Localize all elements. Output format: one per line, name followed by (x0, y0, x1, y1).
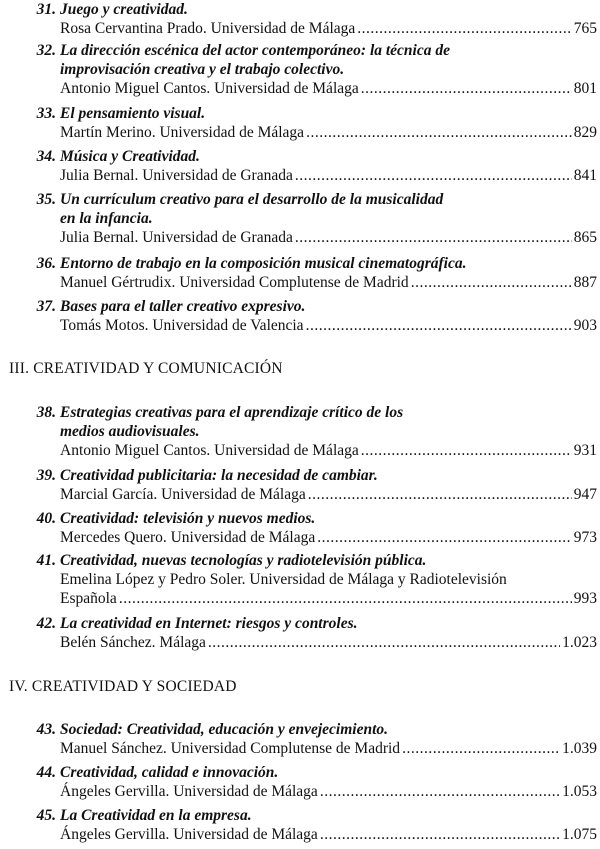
entry-author: Marcial García. Universidad de Málaga (60, 486, 306, 503)
entry-title: Juego y creatividad. (60, 1, 188, 18)
toc-entry-39 (36, 466, 597, 504)
leader-dots (320, 782, 560, 801)
entry-title: Creatividad publicitaria: la necesidad de cambiar. (60, 467, 378, 484)
entry-number: 43. (36, 721, 56, 738)
leader-dots (119, 589, 572, 608)
entry-author: Martín Merino. Universidad de Málaga (60, 124, 305, 141)
leader-dots (317, 528, 572, 547)
entry-page: 903 (573, 317, 597, 334)
leader-dots (357, 19, 571, 38)
toc-entry-45 (36, 806, 597, 844)
entry-author: Julia Bernal. Universidad de Granada (60, 229, 293, 246)
entry-page: 887 (573, 274, 597, 291)
entry-author: Manuel Sánchez. Universidad Complutense de Madrid (60, 740, 401, 757)
entry-page: 1.023 (562, 634, 597, 651)
entry-number: 31. (36, 1, 56, 18)
entry-author: Ángeles Gervilla. Universidad de Málaga (60, 826, 318, 843)
entry-number: 40. (36, 510, 56, 527)
entry-number: 32. (36, 42, 56, 59)
entry-page: 931 (573, 442, 597, 459)
leader-dots (208, 633, 560, 652)
entry-number: 37. (36, 298, 56, 315)
leader-dots (308, 485, 572, 504)
entry-title: Creatividad, calidad e innovación. (60, 764, 279, 781)
leader-dots (361, 79, 572, 98)
entry-title: Creatividad: televisión y nuevos medios. (60, 510, 316, 527)
toc-entry-33 (36, 104, 597, 142)
entry-author-line1: Emelina López y Pedro Soler. Universidad de Málaga y Radiotelevisión (60, 571, 507, 588)
entry-page: 1.039 (562, 740, 597, 757)
entry-author: Ángeles Gervilla. Universidad de Málaga (60, 783, 318, 800)
leader-dots (411, 273, 572, 292)
entry-title: La creatividad en Internet: riesgos y controles. (60, 615, 358, 632)
toc-entry-31 (36, 0, 597, 38)
leader-dots (402, 739, 560, 758)
entry-title: Un currículum creativo para el desarrollo de la musicalidad en la infancia. (60, 191, 444, 227)
section-heading-iv: IV. CREATIVIDAD Y SOCIEDAD (9, 678, 237, 695)
entry-page: 829 (573, 124, 597, 141)
toc-entry-44 (36, 763, 597, 801)
entry-number: 34. (36, 148, 56, 165)
entry-title: Bases para el taller creativo expresivo. (60, 298, 306, 315)
toc-entry-34 (36, 147, 597, 185)
entry-author: Mercedes Quero. Universidad de Málaga (60, 529, 316, 546)
leader-dots (295, 228, 572, 247)
entry-page: 865 (573, 229, 597, 246)
entry-page: 993 (573, 590, 597, 607)
leader-dots (320, 825, 560, 844)
entry-number: 33. (36, 105, 56, 122)
entry-page: 765 (573, 20, 597, 37)
entry-title: Música y Creatividad. (60, 148, 200, 165)
entry-number: 35. (36, 191, 56, 208)
entry-author: Antonio Miguel Cantos. Universidad de Málaga (60, 442, 359, 459)
entry-page: 1.053 (562, 783, 597, 800)
toc-entry-32 (36, 41, 597, 98)
entry-number: 42. (36, 615, 56, 632)
entry-page: 801 (573, 80, 597, 97)
toc-entry-40 (36, 509, 597, 547)
entry-number: 39. (36, 467, 56, 484)
entry-page: 947 (573, 486, 597, 503)
entry-title: La Creatividad en la empresa. (60, 807, 252, 824)
toc-entry-36 (36, 254, 597, 292)
leader-dots (295, 166, 572, 185)
toc-entry-38 (36, 403, 597, 460)
entry-number: 41. (36, 552, 56, 569)
entry-page: 1.075 (562, 826, 597, 843)
entry-title: El pensamiento visual. (60, 105, 206, 122)
toc-entry-42 (36, 614, 597, 652)
entry-author: Tomás Motos. Universidad de Valencia (60, 317, 304, 334)
leader-dots (361, 441, 572, 460)
entry-title: Creatividad, nuevas tecnologías y radiotelevisión pública. (60, 552, 427, 569)
entry-author: Española (60, 590, 117, 607)
entry-number: 44. (36, 764, 56, 781)
entry-author: Antonio Miguel Cantos. Universidad de Málaga (60, 80, 359, 97)
entry-title: Sociedad: Creatividad, educación y envejecimiento. (60, 721, 389, 738)
entry-author: Belén Sánchez. Málaga (60, 634, 206, 651)
entry-author: Rosa Cervantina Prado. Universidad de Málaga (60, 20, 356, 37)
toc-entry-43 (36, 720, 597, 758)
entry-page: 973 (573, 529, 597, 546)
entry-author: Julia Bernal. Universidad de Granada (60, 167, 293, 184)
entry-number: 38. (36, 404, 56, 421)
entry-page: 841 (573, 167, 597, 184)
leader-dots (306, 316, 572, 335)
section-heading-iii: III. CREATIVIDAD Y COMUNICACIÓN (9, 360, 283, 377)
toc-entry-41 (36, 551, 597, 608)
entry-number: 45. (36, 807, 56, 824)
entry-title: Entorno de trabajo en la composición musical cinematográfica. (60, 255, 467, 272)
entry-author: Manuel Gértrudix. Universidad Complutense de Madrid (60, 274, 409, 291)
toc-entry-37 (36, 297, 597, 335)
entry-title: La dirección escénica del actor contemporáneo: la técnica de improvisación creativa y el trabajo colectivo. (60, 42, 450, 78)
leader-dots (306, 123, 572, 142)
entry-title: Estrategias creativas para el aprendizaje crítico de los medios audiovisuales. (60, 404, 404, 440)
toc-entry-35 (36, 190, 597, 247)
entry-number: 36. (36, 255, 56, 272)
